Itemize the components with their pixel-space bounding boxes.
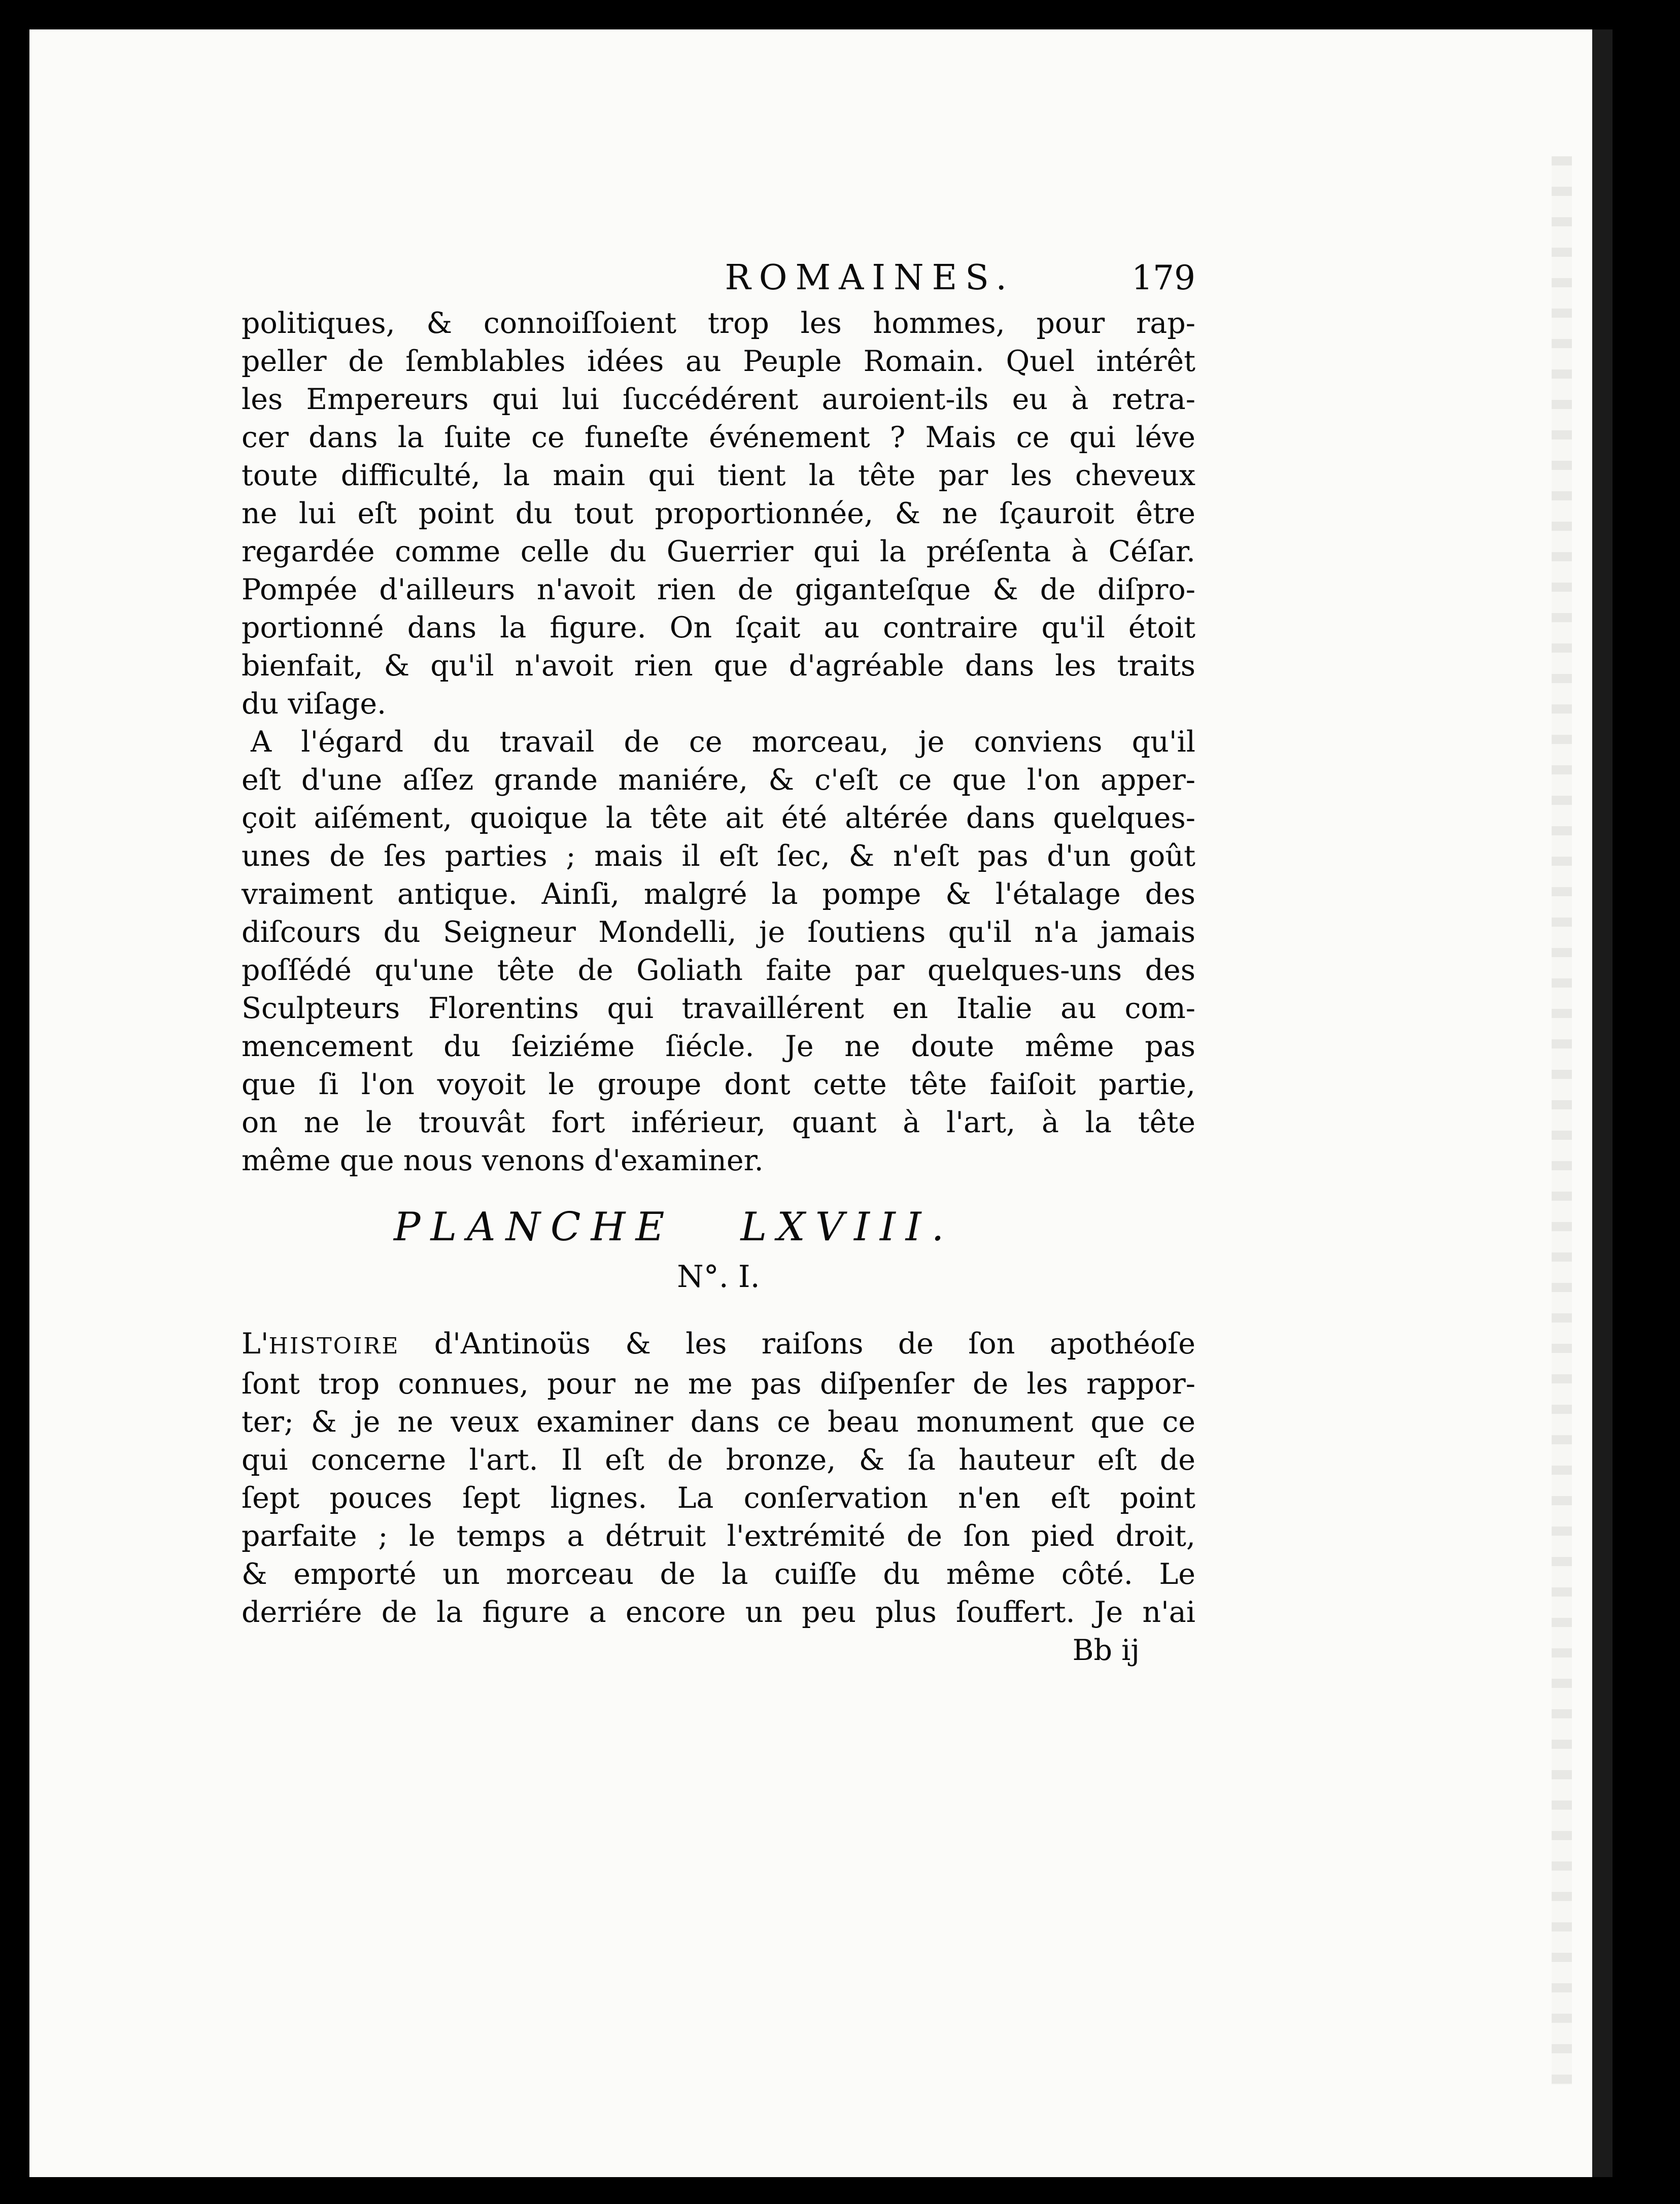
- text-line: bienfait, & qu'il n'avoit rien que d'agréable dans les traits: [242, 649, 1195, 683]
- text-line: politiques, & connoiſſoient trop les hommes, pour rap-: [242, 307, 1195, 340]
- text-line: qui concerne l'art. Il eſt de bronze, & ſa hauteur eſt de: [242, 1443, 1195, 1477]
- text-block: [242, 258, 1195, 1670]
- text-line: cer dans la ſuite ce funeſte événement ? Mais ce qui léve: [242, 421, 1195, 454]
- text-line: que ſi l'on voyoit le groupe dont cette tête faiſoit partie,: [242, 1068, 1195, 1101]
- page-edge-shadow: [1552, 156, 1572, 2085]
- text-line: parfaite ; le temps a détruit l'extrémité de ſon pied droit,: [242, 1519, 1195, 1553]
- text-line: ſont trop connues, pour ne me pas diſpenſer de les rappor-: [242, 1367, 1195, 1401]
- initial-lead: L': [242, 1327, 269, 1361]
- text-line: ter; & je ne veux examiner dans ce beau monument que ce: [242, 1405, 1195, 1439]
- paragraph-1: [242, 304, 1195, 723]
- text-line: vraiment antique. Ainſi, malgré la pompe & l'étalage des: [242, 877, 1195, 911]
- text-line: diſcours du Seigneur Mondelli, je ſoutiens qu'il n'a jamais: [242, 915, 1195, 949]
- text-line: portionné dans la figure. On ſçait au contraire qu'il étoit: [242, 611, 1195, 645]
- plate-subheading: N°. I.: [677, 1259, 760, 1295]
- plate-heading: [242, 1204, 1195, 1255]
- paragraph-3: [242, 1325, 1195, 1632]
- running-title: ROMAINES.: [725, 258, 1015, 298]
- text-line: ne lui eſt point du tout proportionnée, & ne ſçauroit être: [242, 497, 1195, 530]
- plate-word: PLANCHE: [394, 1204, 675, 1250]
- text-line: peller de ſemblables idées au Peuple Romain. Quel intérêt: [242, 345, 1195, 378]
- page-number: 179: [1132, 258, 1195, 297]
- first-line-rest: d'Antinoüs & les raiſons de ſon apothéoſe: [399, 1327, 1195, 1361]
- text-line: les Empereurs qui lui ſuccédérent auroient-ils eu à retra-: [242, 383, 1195, 416]
- text-line: mencement du ſeiziéme ſiécle. Je ne doute même pas: [242, 1030, 1195, 1063]
- text-line: eſt d'une aſſez grande maniére, & c'eſt ce que l'on apper-: [242, 763, 1195, 797]
- text-line: regardée comme celle du Guerrier qui la préſenta à Céſar.: [242, 535, 1195, 568]
- text-line: on ne le trouvât fort inférieur, quant à l'art, à la tête: [242, 1106, 1195, 1139]
- smallcaps-word: HISTOIRE: [268, 1333, 400, 1359]
- running-header: [242, 258, 1195, 304]
- text-line: Sculpteurs Florentins qui travaillérent en Italie au com-: [242, 992, 1195, 1025]
- text-line: A l'égard du travail de ce morceau, je conviens qu'il: [251, 725, 1195, 759]
- text-line: çoit aiſément, quoique la tête ait été altérée dans quelques-: [242, 801, 1195, 835]
- plate-numeral: LXVIII.: [740, 1204, 954, 1250]
- text-line: toute difficulté, la main qui tient la tête par les cheveux: [242, 459, 1195, 492]
- text-line-first: [242, 1325, 1195, 1365]
- text-line: ſept pouces ſept lignes. La conſervation n'en eſt point: [242, 1481, 1195, 1515]
- text-line: unes de ſes parties ; mais il eſt ſec, & n'eſt pas d'un goût: [242, 839, 1195, 873]
- paragraph-2: [242, 723, 1195, 1180]
- text-line: & emporté un morceau de la cuiſſe du même côté. Le: [242, 1557, 1195, 1591]
- text-line: derriére de la figure a encore un peu plus ſouffert. Je n'ai: [242, 1596, 1195, 1629]
- text-line: poſſédé qu'une tête de Goliath faite par quelques-uns des: [242, 954, 1195, 987]
- signature-mark: Bb ij: [1072, 1634, 1140, 1667]
- text-line: même que nous venons d'examiner.: [242, 1144, 764, 1177]
- text-line: Pompée d'ailleurs n'avoit rien de giganteſque & de diſpro-: [242, 573, 1195, 606]
- text-line: du viſage.: [242, 687, 387, 721]
- book-page: [29, 29, 1613, 2177]
